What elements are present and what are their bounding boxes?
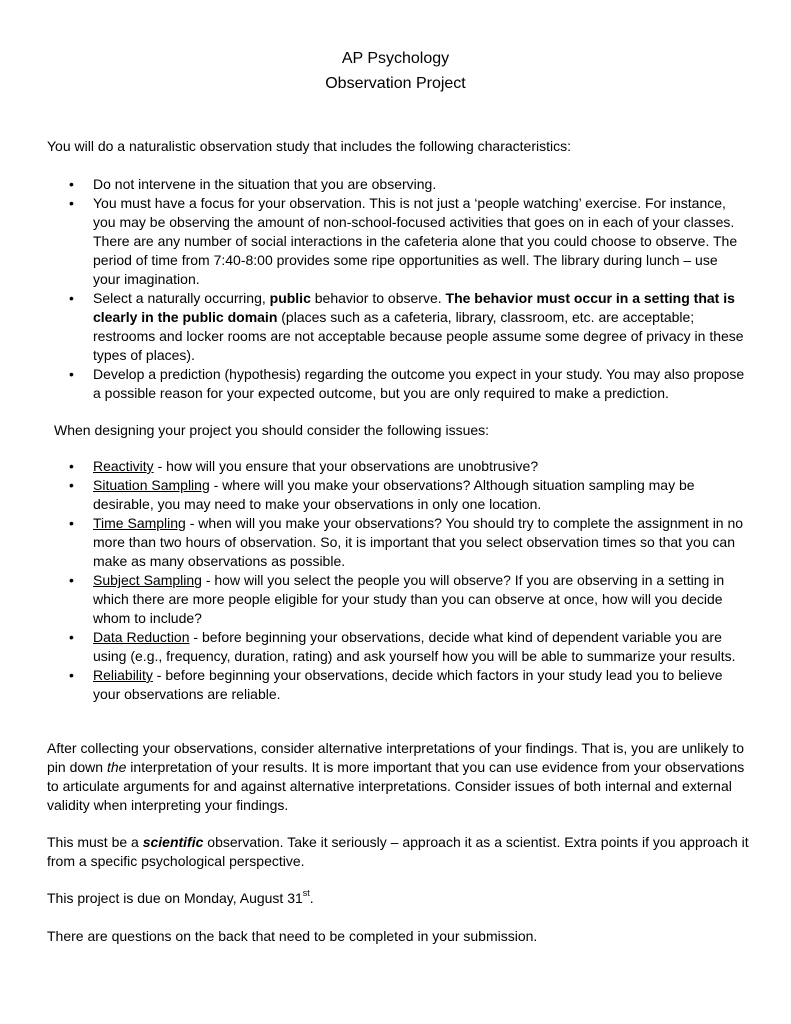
list-item — [47, 571, 747, 628]
list-item — [47, 289, 747, 365]
title-line-course: AP Psychology — [341, 50, 450, 67]
due-text-end: . — [309, 890, 314, 906]
intro-paragraph: You will do a naturalistic observation study that includes the following characteristics: — [47, 138, 571, 154]
paragraph-text: This must be a — [47, 834, 143, 850]
list-item — [47, 514, 747, 571]
bullet-icon: • — [69, 366, 74, 382]
document-title — [0, 46, 791, 96]
issue-text: - how will you ensure that your observations are unobtrusive? — [153, 458, 539, 474]
bullet-icon: • — [69, 572, 74, 588]
list-item — [47, 666, 747, 704]
issue-term: Data Reduction — [93, 629, 190, 645]
bullet-icon: • — [69, 458, 74, 474]
characteristic-text: Select a naturally occurring, — [93, 290, 270, 306]
issue-text: - how will you select the people you will observe? If you are observing in a setting in which there are more people eligible for your study than you can observe at once, how will you decide whom to include? — [93, 572, 725, 626]
issue-text: - where will you make your observations? Although situation sampling may be desirable, you may need to make your observations in only one location. — [93, 477, 695, 512]
emphasis-public: public — [269, 290, 311, 306]
emphasis-scientific: scientific — [142, 834, 204, 850]
list-item — [47, 194, 747, 289]
bullet-icon: • — [69, 290, 74, 306]
characteristic-text: (places such as a cafeteria, library, classroom, etc. are acceptable; restrooms and locker rooms are not acceptable because people assume some degree of privacy in these types of places). — [93, 309, 744, 363]
due-text: This project is due on Monday, August 31 — [47, 890, 303, 906]
characteristic-text: Develop a prediction (hypothesis) regarding the outcome you expect in your study. You may also propose a possible reason for your expected outcome, but you are only required to make a prediction. — [93, 366, 745, 401]
bullet-icon: • — [69, 629, 74, 645]
issue-term: Reactivity — [93, 458, 154, 474]
issue-term: Reliability — [93, 667, 153, 683]
issue-text: - before beginning your observations, decide what kind of dependent variable you are using (e.g., frequency, duration, rating) and ask yourself how you will be able to summarize your results. — [93, 629, 736, 664]
bullet-icon: • — [69, 667, 74, 683]
scientific-paragraph — [47, 833, 752, 871]
issue-term: Situation Sampling — [93, 477, 210, 493]
list-item — [47, 628, 747, 666]
issue-text: - when will you make your observations? You should try to complete the assignment in no more than two hours of observation. So, it is important that you select observation times so that you can make as many observations as possible. — [93, 515, 744, 569]
characteristic-text: behavior to observe. — [310, 290, 446, 306]
paragraph-text: observation. Take it seriously – approach it as a scientist. Extra points if you approach it from a specific psychological perspective. — [47, 834, 749, 869]
bullet-icon: • — [69, 176, 74, 192]
questions-note: There are questions on the back that need to be completed in your submission. — [47, 928, 538, 944]
issue-term: Subject Sampling — [93, 572, 202, 588]
paragraph-text: After collecting your observations, consider alternative interpretations of your findings. That is, you are unlikely to pin down — [47, 740, 744, 775]
bullet-icon: • — [69, 515, 74, 531]
bullet-icon: • — [69, 195, 74, 211]
characteristic-text: Do not intervene in the situation that you are observing. — [93, 176, 437, 192]
list-item — [47, 365, 747, 403]
issue-text: - before beginning your observations, decide which factors in your study lead you to believe your observations are reliable. — [93, 667, 723, 702]
issues-intro: When designing your project you should consider the following issues: — [54, 422, 490, 438]
ordinal-suffix: st — [302, 888, 310, 899]
emphasis-the: the — [106, 759, 127, 775]
characteristics-list — [47, 175, 747, 403]
emphasis-public-domain: The behavior must occur in a setting that is clearly in the public domain — [93, 290, 735, 325]
bullet-icon: • — [69, 477, 74, 493]
list-item — [47, 457, 747, 476]
title-line-project: Observation Project — [325, 75, 466, 92]
issue-term: Time Sampling — [93, 515, 186, 531]
list-item — [47, 476, 747, 514]
due-date-paragraph — [47, 889, 752, 908]
list-item — [47, 175, 747, 194]
issues-list — [47, 457, 747, 704]
characteristic-text: You must have a focus for your observation. This is not just a ‘people watching’ exercise. For instance, you may be observing the amount of non-school-focused activities that goes on in each of your classes. There are any number of social interactions in the cafeteria alone that you could choose to observe. The period of time from 7:40-8:00 provides some ripe opportunities as well. The library during lunch – use your imagination. — [93, 195, 738, 287]
paragraph-text: interpretation of your results. It is more important that you can use evidence from your observations to articulate arguments for and against alternative interpretations. Consider issues of both internal and external validity when interpreting your findings. — [47, 759, 745, 813]
interpretation-paragraph — [47, 739, 752, 815]
